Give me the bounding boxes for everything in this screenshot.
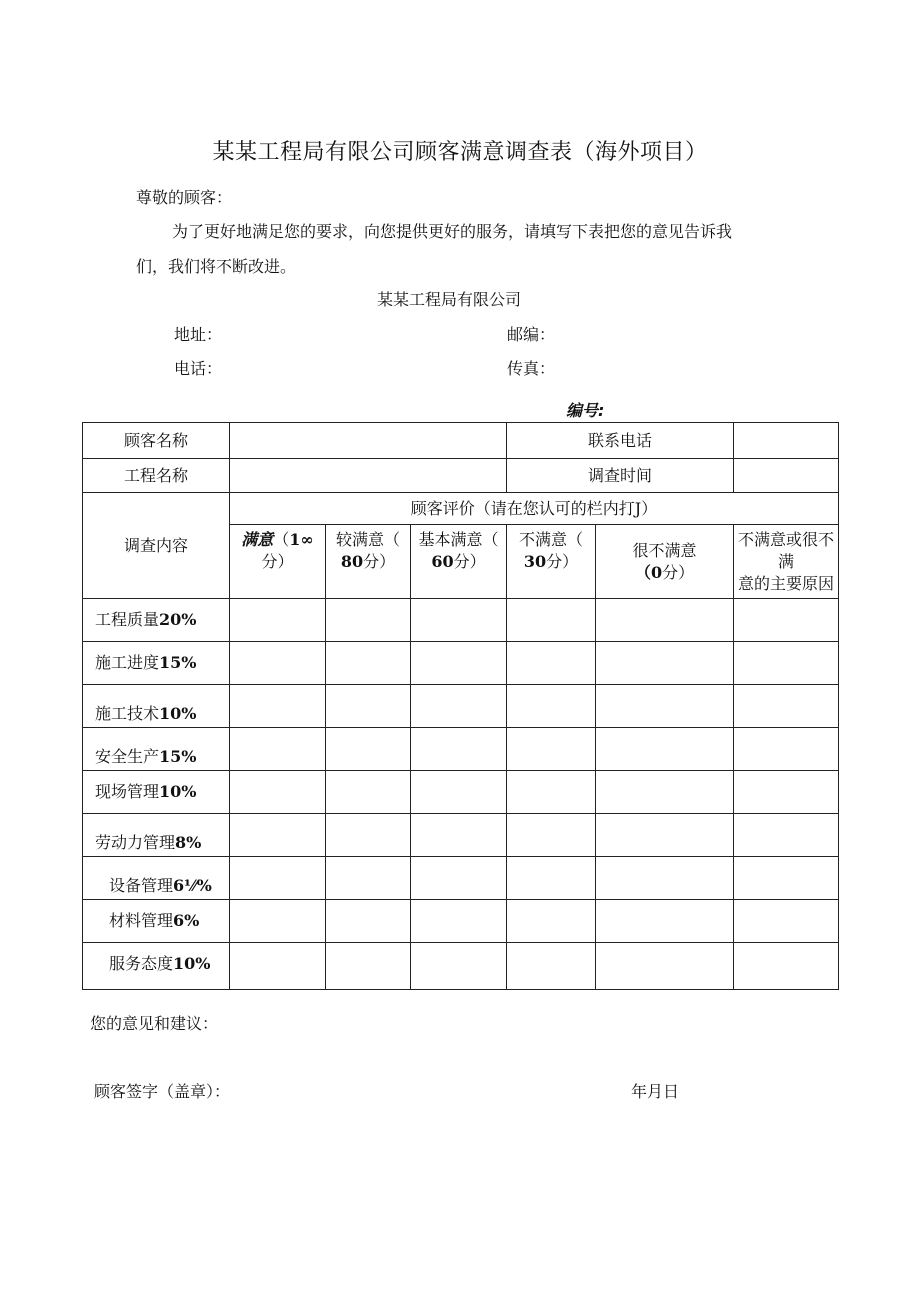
rating-cell[interactable] (507, 771, 596, 814)
evaluation-header: 顾客评价（请在您认可的栏内打J） (230, 493, 839, 525)
item-name: 施工进度 (95, 653, 160, 672)
item-label (83, 814, 230, 857)
level-score: （0 (634, 562, 663, 582)
table-row (83, 728, 839, 771)
rating-cell[interactable] (596, 900, 734, 943)
rating-cell[interactable] (230, 771, 326, 814)
survey-time-label: 调查时间 (507, 459, 734, 493)
level-unit: 分） (546, 552, 579, 571)
table-row (83, 857, 839, 900)
rating-cell[interactable] (411, 728, 507, 771)
intro-line-1: 为了更好地满足您的要求，向您提供更好的服务，请填写下表把您的意见告诉我 (172, 222, 733, 241)
level-name: 满意 (241, 530, 274, 549)
rating-cell[interactable] (507, 814, 596, 857)
table-row (83, 599, 839, 642)
item-label (83, 642, 230, 685)
rating-cell[interactable] (596, 728, 734, 771)
rating-cell[interactable] (411, 685, 507, 728)
rating-cell[interactable] (326, 857, 411, 900)
item-name: 施工技术 (95, 704, 160, 723)
rating-cell[interactable] (230, 814, 326, 857)
item-weight: 6⅟⁄% (173, 876, 212, 895)
rating-cell[interactable] (596, 943, 734, 990)
rating-cell[interactable] (326, 728, 411, 771)
reason-header (734, 525, 839, 599)
level-basic-satisfied-header (411, 525, 507, 599)
reason-cell[interactable] (734, 642, 839, 685)
rating-cell[interactable] (326, 599, 411, 642)
rating-cell[interactable] (411, 857, 507, 900)
level-dissatisfied-header (507, 525, 596, 599)
rating-cell[interactable] (596, 642, 734, 685)
level-score: 30 (523, 552, 547, 571)
rating-cell[interactable] (596, 814, 734, 857)
rating-cell[interactable] (230, 685, 326, 728)
customer-name-field[interactable] (230, 423, 507, 459)
level-very-dissatisfied-header (596, 525, 734, 599)
rating-cell[interactable] (596, 599, 734, 642)
project-name-field[interactable] (230, 459, 507, 493)
item-label (83, 900, 230, 943)
survey-time-field[interactable] (734, 459, 839, 493)
rating-cell[interactable] (230, 900, 326, 943)
reason-cell[interactable] (734, 943, 839, 990)
item-name: 劳动力管理 (95, 833, 176, 852)
rating-cell[interactable] (507, 943, 596, 990)
survey-content-label: 调查内容 (83, 493, 230, 599)
level-name: 较满意（ (335, 530, 400, 549)
item-name: 现场管理 (95, 782, 160, 801)
table-row (83, 771, 839, 814)
item-weight: 8% (175, 833, 202, 852)
level-score: 60 (431, 552, 454, 571)
rating-cell[interactable] (411, 814, 507, 857)
page-title: 某某工程局有限公司顾客满意调查表（海外项目） (212, 140, 708, 165)
level-unit: 分） (662, 562, 695, 582)
customer-name-label: 顾客名称 (83, 423, 230, 459)
rating-cell[interactable] (411, 900, 507, 943)
rating-cell[interactable] (326, 900, 411, 943)
company-name: 某某工程局有限公司 (377, 290, 522, 309)
level-name: 很不满意 (632, 540, 697, 560)
rating-cell[interactable] (596, 857, 734, 900)
level-unit: 分） (261, 552, 294, 571)
item-weight: 15% (159, 747, 197, 766)
reason-cell[interactable] (734, 857, 839, 900)
table-row (83, 642, 839, 685)
rating-cell[interactable] (411, 771, 507, 814)
rating-cell[interactable] (326, 642, 411, 685)
item-weight: 10% (173, 954, 211, 973)
table-row (83, 814, 839, 857)
fax-label: 传真： (507, 359, 556, 378)
item-weight: 10% (159, 704, 197, 723)
level-name: 不满意（ (519, 530, 584, 549)
reason-cell[interactable] (734, 685, 839, 728)
rating-cell[interactable] (230, 857, 326, 900)
item-name: 材料管理 (109, 911, 174, 930)
item-weight: 6% (173, 911, 200, 930)
rating-cell[interactable] (507, 642, 596, 685)
opinion-label: 您的意见和建议： (90, 1014, 219, 1033)
table-row (83, 900, 839, 943)
signature-label: 顾客签字（盖章）： (94, 1082, 231, 1101)
rating-cell[interactable] (411, 599, 507, 642)
rating-cell[interactable] (230, 599, 326, 642)
contact-phone-label: 联系电话 (507, 423, 734, 459)
level-score: 1∞ (289, 530, 314, 549)
level-name: 基本满意（ (418, 530, 499, 549)
rating-cell[interactable] (230, 728, 326, 771)
item-name: 设备管理 (109, 876, 174, 895)
reason-header-line-2: 意的主要原因 (738, 573, 835, 593)
item-weight: 10% (159, 782, 197, 801)
level-score: 80 (340, 552, 364, 571)
reason-cell[interactable] (734, 814, 839, 857)
reason-cell[interactable] (734, 599, 839, 642)
rating-cell[interactable] (596, 685, 734, 728)
reason-header-line-1: 不满意或很不满 (738, 529, 835, 571)
date-label: 年月日 (631, 1082, 680, 1101)
intro-line-2: 们，我们将不断改进。 (136, 257, 297, 276)
rating-cell[interactable] (411, 943, 507, 990)
item-name: 安全生产 (95, 747, 160, 766)
item-name: 服务态度 (109, 954, 174, 973)
item-label (83, 728, 230, 771)
address-label: 地址： (174, 325, 223, 344)
serial-number-label: 编号: (566, 401, 605, 420)
rating-cell[interactable] (507, 599, 596, 642)
reason-cell[interactable] (734, 900, 839, 943)
rating-cell[interactable] (326, 943, 411, 990)
table-row (83, 685, 839, 728)
rating-cell[interactable] (326, 685, 411, 728)
item-label (83, 771, 230, 814)
item-weight: 15% (159, 653, 197, 672)
postcode-label: 邮编： (507, 325, 556, 344)
rating-cell[interactable] (507, 857, 596, 900)
reason-cell[interactable] (734, 771, 839, 814)
rating-cell[interactable] (507, 728, 596, 771)
rating-cell[interactable] (507, 900, 596, 943)
reason-cell[interactable] (734, 728, 839, 771)
level-satisfied-header: 满意（1∞ 分） (230, 525, 326, 599)
rating-cell[interactable] (507, 685, 596, 728)
table-row (83, 943, 839, 990)
rating-cell[interactable] (230, 642, 326, 685)
level-unit: 分） (363, 552, 396, 571)
level-unit: 分） (453, 552, 486, 571)
item-label (83, 857, 230, 900)
rating-cell[interactable] (596, 771, 734, 814)
survey-table (82, 422, 839, 990)
phone-label: 电话： (174, 359, 223, 378)
rating-cell[interactable] (230, 943, 326, 990)
item-label (83, 599, 230, 642)
rating-cell[interactable] (326, 771, 411, 814)
item-label (83, 943, 230, 990)
salutation: 尊敬的顾客： (136, 188, 233, 207)
contact-phone-field[interactable] (734, 423, 839, 459)
item-label (83, 685, 230, 728)
rating-cell[interactable] (411, 642, 507, 685)
project-name-label: 工程名称 (83, 459, 230, 493)
level-fairly-satisfied-header (326, 525, 411, 599)
item-weight: 20% (159, 610, 197, 629)
item-name: 工程质量 (95, 610, 160, 629)
rating-cell[interactable] (326, 814, 411, 857)
